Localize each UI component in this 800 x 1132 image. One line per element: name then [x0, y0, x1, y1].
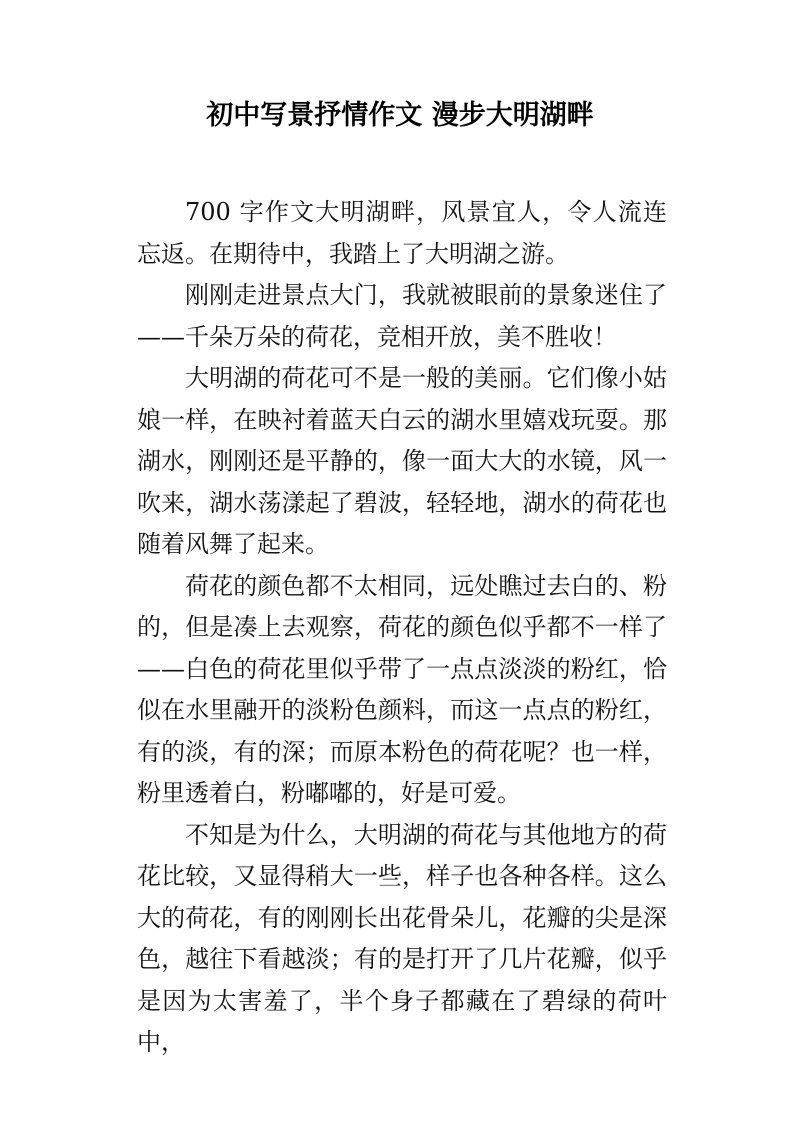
paragraph: 大明湖的荷花可不是一般的美丽。它们像小姑娘一样，在映衬着蓝天白云的湖水里嬉戏玩耍。那湖水，刚刚还是平静的，像一面大大的水镜，风一吹来，湖水荡漾起了碧波，轻轻地，湖水的荷花也随着风舞了起来。: [137, 364, 667, 558]
paragraph: 不知是为什么，大明湖的荷花与其他地方的荷花比较，又显得稍大一些，样子也各种各样。这么大的荷花，有的刚刚长出花骨朵儿，花瓣的尖是深色，越往下看越淡；有的是打开了几片花瓣，似乎是因为太害羞了，半个身子都藏在了碧绿的荷叶中，: [137, 820, 667, 1056]
document-body: [137, 192, 667, 1064]
document-title: 初中写景抒情作文 漫步大明湖畔: [206, 100, 594, 131]
paragraph: 刚刚走进景点大门，我就被眼前的景象迷住了——千朵万朵的荷花，竞相开放，美不胜收！: [137, 281, 667, 351]
paragraph: 700 字作文大明湖畔，风景宜人，令人流连忘返。在期待中，我踏上了大明湖之游。: [137, 198, 667, 268]
paragraph: 荷花的颜色都不太相同，远处瞧过去白的、粉的，但是凑上去观察，荷花的颜色似乎都不一样了——白色的荷花里似乎带了一点点淡淡的粉红，恰似在水里融开的淡粉色颜料，而这一点点的粉红，有的淡，有的深；而原本粉色的荷花呢？也一样，粉里透着白，粉嘟嘟的，好是可爱。: [137, 571, 667, 807]
